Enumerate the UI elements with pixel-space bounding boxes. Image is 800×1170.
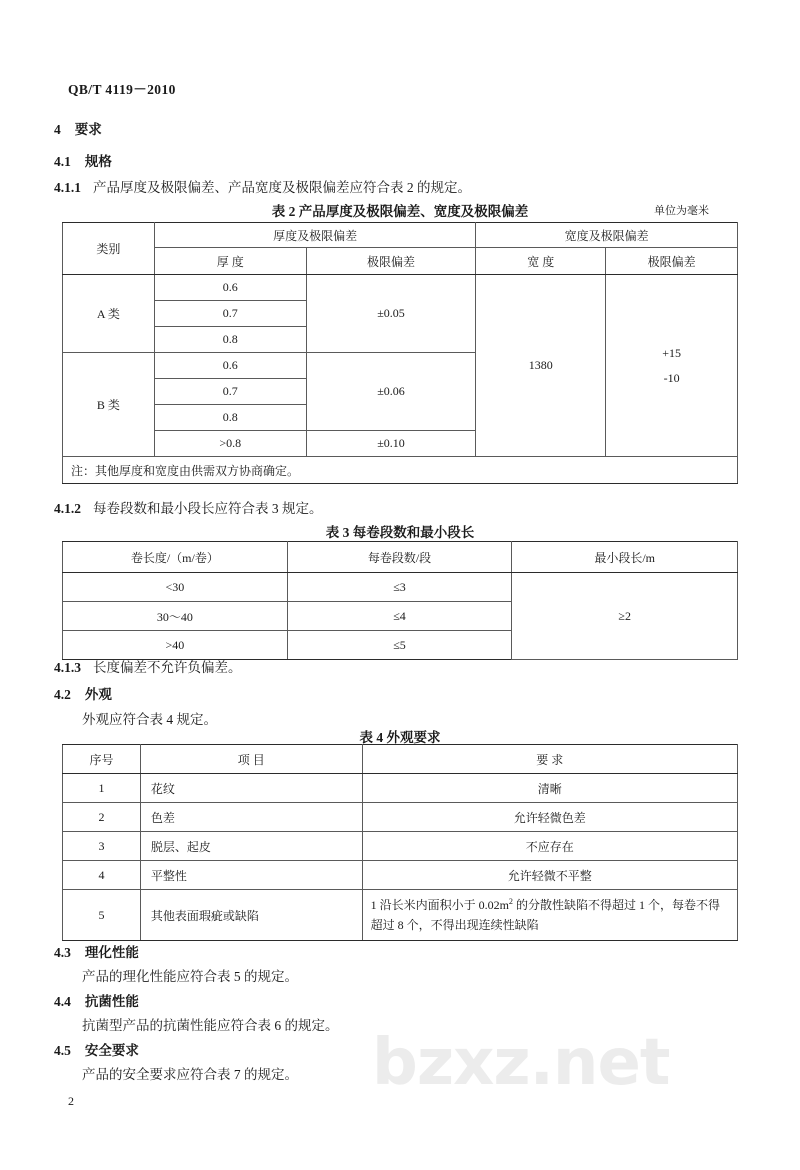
clause-4-2-heading xyxy=(54,683,112,703)
table-4 xyxy=(62,744,738,941)
clause-4-4-text: 抗菌型产品的抗菌性能应符合表 6 的规定。 xyxy=(82,1018,339,1033)
table2-header-row-2 xyxy=(63,248,738,275)
table2-class-a-thickness-3: 0.8 xyxy=(154,327,306,353)
table3-header-row xyxy=(63,542,738,573)
clause-4-2-text: 外观应符合表 4 规定。 xyxy=(82,712,217,727)
clause-4-4-heading xyxy=(54,990,139,1010)
clause-4-3-title: 理化性能 xyxy=(84,945,139,960)
table2-width-value: 1380 xyxy=(476,275,606,457)
table2-width-tolerance-minus: -10 xyxy=(663,370,680,385)
table4-no-4: 4 xyxy=(63,861,141,890)
table2-class-b-thickness-1: 0.6 xyxy=(154,353,306,379)
table4-item-4: 平整性 xyxy=(140,861,362,890)
table4-header-item: 项 目 xyxy=(140,745,362,774)
clause-4-1-3 xyxy=(54,656,242,676)
table2-class-b-tolerance-extra: ±0.10 xyxy=(306,431,476,457)
table2-unit-label: 单位为毫米 xyxy=(654,205,709,217)
clause-4-1-1-number: 4.1.1 xyxy=(54,180,81,195)
table4-item-1: 花纹 xyxy=(140,774,362,803)
table2-class-a-tolerance: ±0.05 xyxy=(306,275,476,353)
table4-requirement-2: 允许轻微色差 xyxy=(362,803,737,832)
table-3 xyxy=(62,541,738,660)
clause-4-3-text: 产品的理化性能应符合表 5 的规定。 xyxy=(82,969,298,984)
table4-item-3: 脱层、起皮 xyxy=(140,832,362,861)
table4-requirement-3: 不应存在 xyxy=(362,832,737,861)
clause-4-1-2-text: 每卷段数和最小段长应符合表 3 规定。 xyxy=(93,501,323,516)
clause-4-5-text: 产品的安全要求应符合表 7 的规定。 xyxy=(82,1067,298,1082)
clause-4-1-2 xyxy=(54,497,323,517)
table-row xyxy=(63,803,738,832)
clause-4-1-1 xyxy=(54,176,471,196)
table3-length-2: 30～40 xyxy=(63,602,288,631)
table3-row-1 xyxy=(63,573,738,602)
clause-4-5-title: 安全要求 xyxy=(84,1043,139,1058)
clause-4-4-number: 4.4 xyxy=(54,994,71,1009)
page-number: 2 xyxy=(68,1094,74,1108)
table2-class-b-label: B 类 xyxy=(63,353,155,457)
clause-4-title: 要求 xyxy=(74,122,102,137)
table3-min-segment-length: ≥2 xyxy=(512,573,738,660)
table4-header-row xyxy=(63,745,738,774)
clause-4-1-1-text: 产品厚度及极限偏差、产品宽度及极限偏差应符合表 2 的规定。 xyxy=(93,180,471,195)
table2-class-a-thickness-1: 0.6 xyxy=(154,275,306,301)
table4-no-3: 3 xyxy=(63,832,141,861)
table2-note-row xyxy=(63,457,738,484)
clause-4-heading xyxy=(54,118,102,138)
table4-requirement-5-post: 的分散性缺陷不得超过 1 个，每卷不得超过 8 个，不得出现连续性缺陷 xyxy=(370,897,720,932)
table-row xyxy=(63,861,738,890)
table3-segments-3: ≤5 xyxy=(287,631,512,660)
table2-header-width-tolerance: 极限偏差 xyxy=(606,248,738,275)
table2-header-row-1 xyxy=(63,223,738,248)
clause-4-3-number: 4.3 xyxy=(54,945,71,960)
table2-header-thickness-tolerance: 极限偏差 xyxy=(306,248,476,275)
table2-width-tolerance-plus: +15 xyxy=(662,345,681,360)
table2-class-b-thickness-extra: >0.8 xyxy=(154,431,306,457)
table4-header-requirement: 要 求 xyxy=(362,745,737,774)
table2-width-tolerance xyxy=(606,275,738,457)
table2-header-thickness: 厚 度 xyxy=(154,248,306,275)
clause-4-1-heading xyxy=(54,150,112,170)
clause-4-1-3-number: 4.1.3 xyxy=(54,660,81,675)
table2-row-a-1 xyxy=(63,275,738,301)
table3-caption: 表 3 每卷段数和最小段长 xyxy=(325,525,475,540)
table4-requirement-1: 清晰 xyxy=(362,774,737,803)
table2-header-width: 宽 度 xyxy=(476,248,606,275)
table2-class-b-tolerance: ±0.06 xyxy=(306,353,476,431)
table4-no-1: 1 xyxy=(63,774,141,803)
clause-4-5-number: 4.5 xyxy=(54,1043,71,1058)
table4-header-no: 序号 xyxy=(63,745,141,774)
table4-requirement-5-superscript: 2 xyxy=(508,896,513,906)
table4-no-5: 5 xyxy=(63,890,141,941)
table-row xyxy=(63,832,738,861)
table3-header-segments: 每卷段数/段 xyxy=(287,542,512,573)
clause-4-1-2-number: 4.1.2 xyxy=(54,501,81,516)
table3-header-min-segment: 最小段长/m xyxy=(512,542,738,573)
clause-4-1-title: 规格 xyxy=(84,154,112,169)
clause-4-1-number: 4.1 xyxy=(54,154,71,169)
standard-number-header: QB/T 4119－2010 xyxy=(68,82,176,97)
watermark: bzxz.net xyxy=(372,1026,670,1100)
table-row xyxy=(63,890,738,941)
table4-requirement-4: 允许轻微不平整 xyxy=(362,861,737,890)
table2-note: 注：其他厚度和宽度由供需双方协商确定。 xyxy=(63,457,738,484)
clause-4-4-title: 抗菌性能 xyxy=(84,994,139,1009)
clause-4-5-heading xyxy=(54,1039,139,1059)
table3-segments-2: ≤4 xyxy=(287,602,512,631)
clause-4-2-title: 外观 xyxy=(84,687,112,702)
table2-header-category: 类别 xyxy=(63,223,155,275)
table3-length-3: >40 xyxy=(63,631,288,660)
table4-item-2: 色差 xyxy=(140,803,362,832)
table4-requirement-5 xyxy=(362,890,737,941)
table-2 xyxy=(62,222,738,484)
clause-4-3-heading xyxy=(54,941,139,961)
table2-class-b-thickness-2: 0.7 xyxy=(154,379,306,405)
table2-caption: 表 2 产品厚度及极限偏差、宽度及极限偏差 xyxy=(271,204,529,219)
table2-class-a-thickness-2: 0.7 xyxy=(154,301,306,327)
table4-requirement-5-pre: 1 沿长米内面积小于 0.02m xyxy=(370,897,509,912)
table-row xyxy=(63,774,738,803)
table3-length-1: <30 xyxy=(63,573,288,602)
table2-header-group-width: 宽度及极限偏差 xyxy=(476,223,738,248)
table2-header-group-thickness: 厚度及极限偏差 xyxy=(154,223,476,248)
table3-header-roll-length: 卷长度/（m/卷） xyxy=(63,542,288,573)
table4-no-2: 2 xyxy=(63,803,141,832)
clause-4-1-3-text: 长度偏差不允许负偏差。 xyxy=(93,660,242,675)
table4-item-5: 其他表面瑕疵或缺陷 xyxy=(140,890,362,941)
clause-4-2-number: 4.2 xyxy=(54,687,71,702)
clause-4-number: 4 xyxy=(54,122,61,137)
table2-class-a-label: A 类 xyxy=(63,275,155,353)
table2-class-b-thickness-3: 0.8 xyxy=(154,405,306,431)
table4-caption: 表 4 外观要求 xyxy=(359,730,441,745)
table3-segments-1: ≤3 xyxy=(287,573,512,602)
